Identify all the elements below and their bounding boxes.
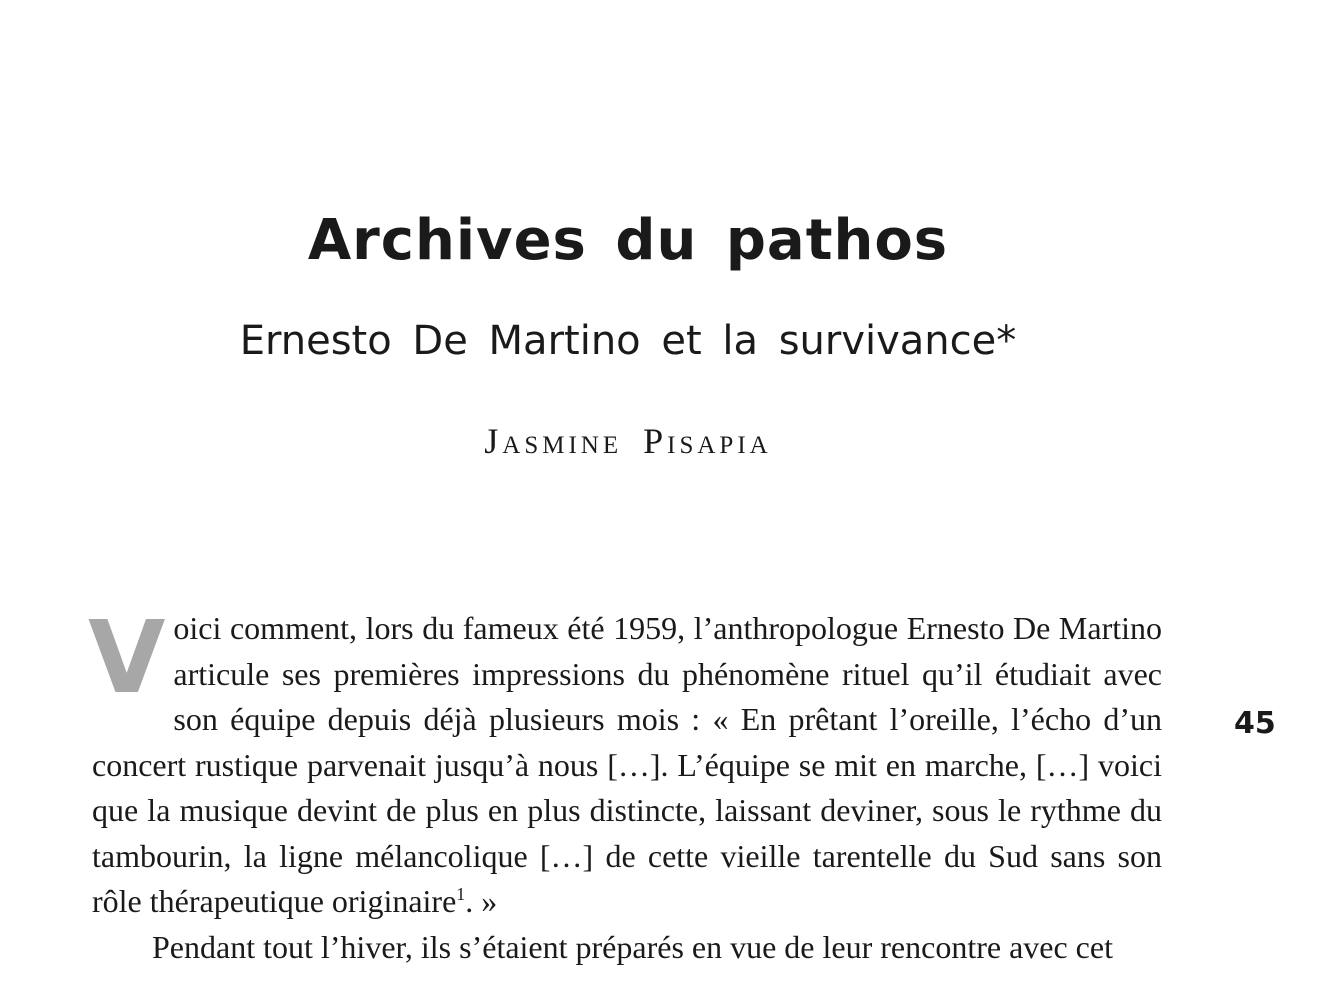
paragraph-2 [92, 925, 1162, 971]
body-text [88, 599, 1162, 970]
page-number: 45 [1234, 706, 1276, 741]
article-title: Archives du pathos [307, 207, 949, 273]
paragraph-2-text: Pendant tout l’hiver, ils s’étaient préparés en vue de leur rencontre avec cet [152, 928, 1113, 965]
paragraph-1-end: . » [465, 883, 498, 919]
article-subtitle: Ernesto De Martino et la survivance* [239, 318, 1017, 364]
drop-cap: V [88, 599, 166, 716]
paragraph-1 [88, 599, 1162, 925]
author-name: Jasmine Pisapia [484, 421, 772, 461]
paragraph-1-text: oici comment, lors du fameux été 1959, l’anthropologue Ernesto De Martino articule ses premières impressions du phénomène rituel qu’il étudiait avec son équipe depuis déjà plusieurs mois : « En prêtant l’oreille, l’écho d’un concert rustique parvenait jusqu’à nous […]. L’équipe se mit en marche, […] voici que la musique devint de plus en plus distincte, laissant deviner, sous le rythme du tambourin, la ligne mélancolique […] de cette vieille tarentelle du Sud sans son rôle thérapeutique originaire [92, 610, 1162, 919]
footnote-reference: 1 [456, 884, 466, 904]
